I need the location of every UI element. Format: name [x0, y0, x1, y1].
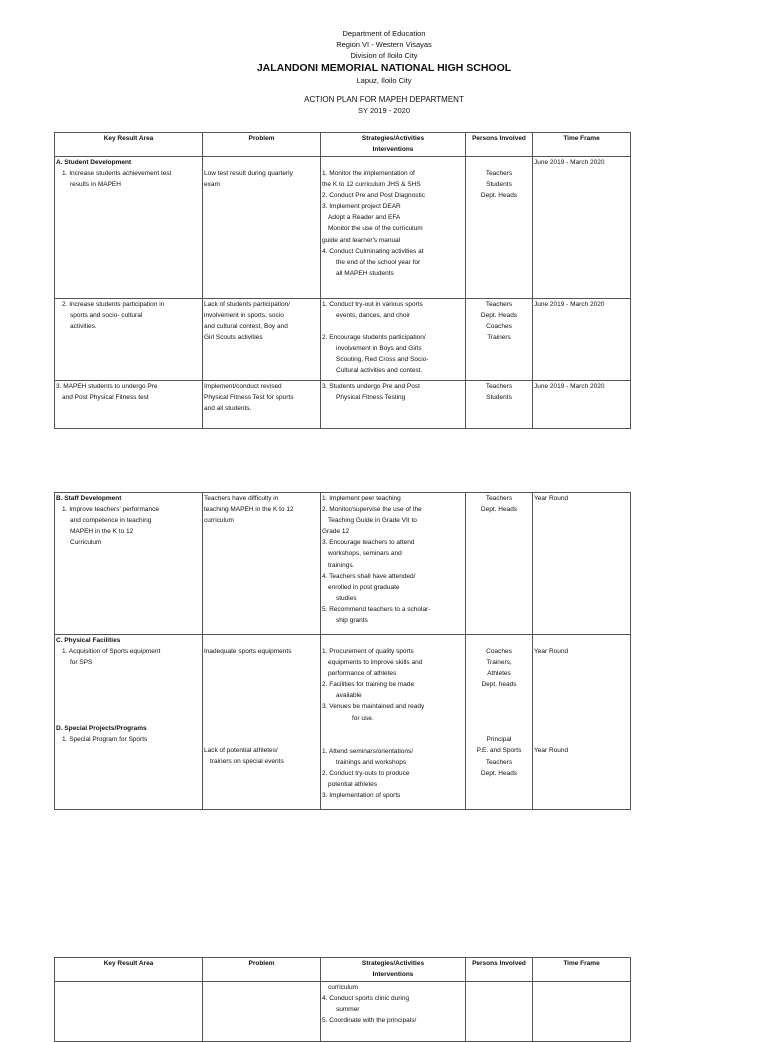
section-title: C. Physical Facilities — [56, 637, 121, 644]
col-header-strategies: Strategies/Activities Interventions — [321, 958, 466, 982]
col-header-persons: Persons Involved — [466, 958, 533, 982]
kra-cell: C. Physical Facilities 1. Acquisition of Sports equipment for SPS D. Special Projects/Programs 1. Special Program for Sports — [55, 635, 203, 810]
school-year: SY 2019 - 2020 — [358, 106, 410, 115]
persons-cell: Teachers Students — [466, 381, 533, 429]
persons-cell: Teachers Students Dept. Heads — [466, 157, 533, 299]
timeframe-cell: June 2019 - March 2020 — [533, 381, 631, 429]
division-name: Division of Iloilo City — [350, 51, 418, 60]
col-header-kra: Key Result Area — [55, 133, 203, 157]
kra-cell: A. Student Development 1. Increase students achievement test results in MAPEH — [55, 157, 203, 299]
action-plan-table-sections-b-d — [54, 492, 631, 810]
problem-cell: Inadequate sports equipments Lack of potential athletes/ trainers on special events — [203, 635, 321, 810]
strategies-cell: 1. Procurement of quality sports equipments to improve skills and performance of athletes 2. Facilities for training be made available 3. Venues be maintained and ready for use. 1. Attend seminars/orientations/ trainings and workshops 2. Conduct try-outs to produce potential athletes 3. Implementation of sports — [321, 635, 466, 810]
section-title: A. Student Development — [56, 159, 132, 166]
department-name: Department of Education — [342, 29, 426, 38]
table-row — [55, 982, 631, 1042]
col-header-problem: Problem — [203, 958, 321, 982]
strategies-cell: 1. Conduct try-out in various sports events, dances, and choir 2. Encourage students participation/ involvement in Boys and Girls Scouting, Red Cross and Socio- Cultural activities and contest. — [321, 299, 466, 381]
section-title: D. Special Projects/Programs — [56, 725, 147, 733]
problem-cell: Teachers have difficulty in teaching MAPEH in the K to 12 curriculum — [203, 493, 321, 635]
table-row — [55, 157, 631, 299]
school-name: JALANDONI MEMORIAL NATIONAL HIGH SCHOOL — [256, 62, 512, 74]
kra-cell: B. Staff Development 1. Improve teachers' performance and competence in teaching MAPEH in the K to 12 Curriculum — [55, 493, 203, 635]
action-plan-table-continued — [54, 957, 631, 1042]
table-row — [55, 493, 631, 635]
col-header-persons: Persons Involved — [466, 133, 533, 157]
timeframe-cell: June 2019 - March 2020 — [533, 299, 631, 381]
problem-cell: Low test result during quarterly exam — [203, 157, 321, 299]
table-header-row — [55, 958, 631, 982]
strategies-cell: curriculum 4. Conduct sports clinic during summer 5. Coordinate with the principals/ — [321, 982, 466, 1042]
timeframe-cell: Year Round Year Round — [533, 635, 631, 810]
table-row — [55, 635, 631, 810]
col-header-timeframe: Time Frame — [533, 133, 631, 157]
persons-cell: Coaches Trainers, Athletes Dept. heads Principal P.E. and Sports Teachers Dept. Heads — [466, 635, 533, 810]
persons-cell: Teachers Dept. Heads — [466, 493, 533, 635]
strategies-cell: 1. Monitor the implementation of the K to 12 curriculum JHS & SHS 2. Conduct Pre and Post Diagnostic 3. Implement project DEAR Adopt a Reader and EFA Monitor the use of the curriculum guide and learner's manual 4. Conduct Culminating activities at the end of the school year for all MAPEH students — [321, 157, 466, 299]
problem-cell: Implement/conduct revised Physical Fitness Test for sports and all students. — [203, 381, 321, 429]
strategies-cell: 1. Implement peer teaching 2. Monitor/supervise the use of the Teaching Guide in Grade VII to Grade 12 3. Encourage teachers to attend workshops, seminars and trainings. 4. Teachers shall have attended/ enrolled in post graduate studies 5. Recommend teachers to a scholar- ship grants — [321, 493, 466, 635]
persons-cell: Teachers Dept. Heads Coaches Trainers — [466, 299, 533, 381]
kra-cell — [55, 982, 203, 1042]
plan-title: ACTION PLAN FOR MAPEH DEPARTMENT — [304, 95, 464, 104]
problem-cell: Lack of students participation/ involvement in sports, socio and cultural contest, Boy and Girl Scouts activities — [203, 299, 321, 381]
timeframe-cell: June 2019 - March 2020 — [533, 157, 631, 299]
col-header-kra: Key Result Area — [55, 958, 203, 982]
col-header-problem: Problem — [203, 133, 321, 157]
timeframe-cell — [533, 982, 631, 1042]
kra-cell: 3. MAPEH students to undergo Pre and Post Physical Fitness test — [55, 381, 203, 429]
kra-cell: 2. Increase students participation in sports and socio- cultural activities. — [55, 299, 203, 381]
col-header-strategies: Strategies/Activities Interventions — [321, 133, 466, 157]
region-name: Region VI - Western Visayas — [336, 40, 432, 49]
problem-cell — [203, 982, 321, 1042]
section-title: B. Staff Development — [56, 495, 122, 502]
school-location: Lapuz, Iloilo City — [356, 76, 412, 85]
table-header-row — [55, 133, 631, 157]
table-row — [55, 299, 631, 381]
strategies-cell: 3. Students undergo Pre and Post Physical Fitness Testing — [321, 381, 466, 429]
timeframe-cell: Year Round — [533, 493, 631, 635]
action-plan-table-section-a — [54, 132, 631, 429]
table-row — [55, 381, 631, 429]
document-header — [0, 28, 768, 116]
col-header-timeframe: Time Frame — [533, 958, 631, 982]
persons-cell — [466, 982, 533, 1042]
